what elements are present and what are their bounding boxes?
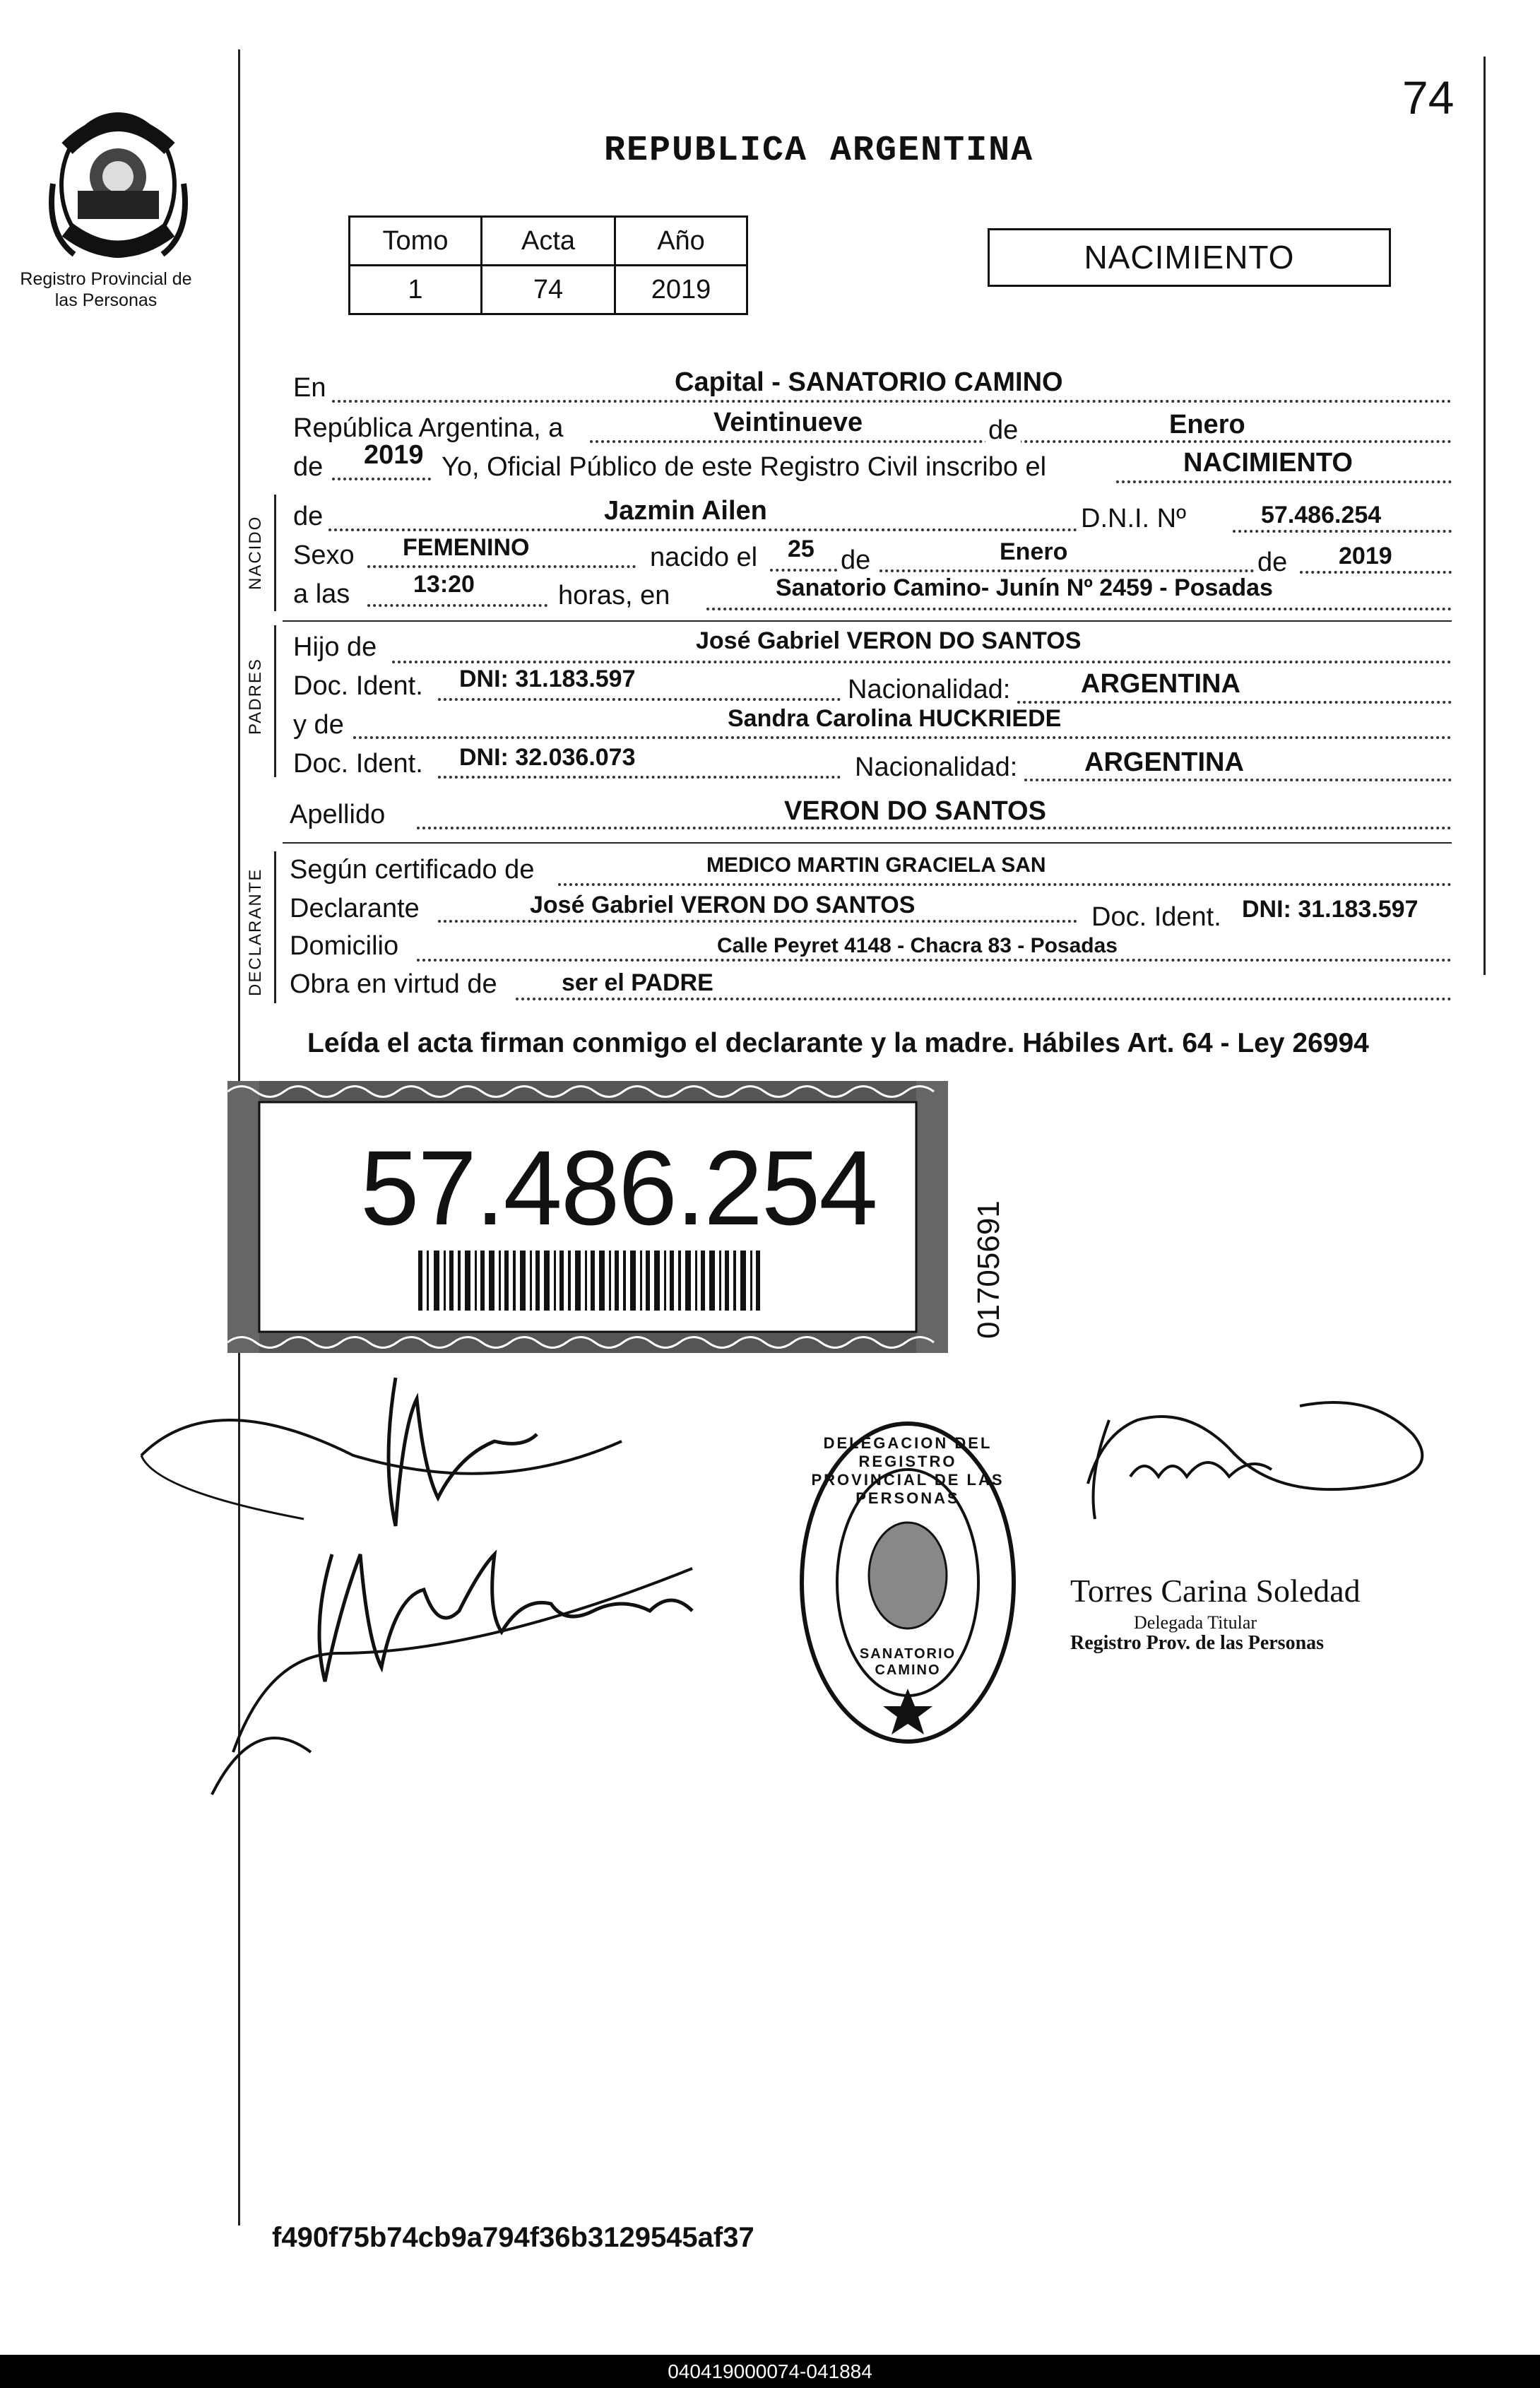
label-de2: de [293,452,324,482]
value-birth-time: 13:20 [413,571,475,598]
section-bar-nacido [274,495,276,611]
table-value-tomo: 1 [350,266,482,314]
record-table [348,215,748,315]
dotted-line [1300,571,1452,574]
dotted-line [392,661,1452,663]
value-declarant-doc: DNI: 31.183.597 [1242,896,1418,923]
label-de4: de [1257,548,1288,577]
dotted-line [706,608,1452,610]
dotted-line [332,400,1452,403]
section-bar-declarante [274,851,276,1003]
label-nacionalidad-mother: Nacionalidad: [855,752,1018,782]
value-mother-name: Sandra Carolina HUCKRIEDE [728,705,1062,732]
seal-inner-text: SANATORIO CAMINO [859,1646,956,1678]
value-birth-month: Enero [1000,538,1068,565]
section-label-declarante: DECLARANTE [246,868,265,996]
table-value-anio: 2019 [615,266,747,314]
label-dni: D.N.I. Nº [1081,504,1186,533]
value-father-doc: DNI: 31.183.597 [459,666,636,692]
label-hijo-de: Hijo de [293,632,377,662]
document-type-box: NACIMIENTO [988,228,1391,287]
dotted-line [328,528,1077,531]
value-declarant-name: José Gabriel VERON DO SANTOS [530,892,916,918]
value-child-name: Jazmin Ailen [604,496,767,526]
value-father-nationality: ARGENTINA [1081,669,1240,699]
label-declarante: Declarante [290,894,420,923]
value-birth-place: Sanatorio Camino- Junín Nº 2459 - Posadas [776,574,1273,601]
value-certificate: MEDICO MARTIN GRACIELA SAN [706,853,1046,877]
dotted-line [417,959,1452,962]
value-father-name: José Gabriel VERON DO SANTOS [696,627,1082,654]
dotted-line [438,698,841,701]
label-nacionalidad-father: Nacionalidad: [848,675,1011,704]
dotted-line [353,736,1452,739]
value-mother-nationality: ARGENTINA [1084,747,1244,777]
value-birth-day: 25 [788,536,815,562]
dotted-line [438,920,1077,923]
value-mother-doc: DNI: 32.036.073 [459,744,636,771]
section-divider [283,842,1452,844]
table-value-acta: 74 [482,266,615,314]
seal-outer-text: DELEGACION DEL REGISTRO PROVINCIAL DE LAS PERSONAS [811,1434,1005,1507]
dotted-line [367,604,547,607]
document-hash: f490f75b74cb9a794f36b3129545af37 [272,2222,754,2253]
value-sex: FEMENINO [403,534,530,561]
misiones-coat-of-arms-icon [39,106,198,265]
value-child-dni: 57.486.254 [1261,502,1382,528]
label-de: de [985,415,1021,446]
section-label-padres: PADRES [246,658,265,735]
label-y-de: y de [293,710,344,740]
official-role: Delegada Titular [1134,1612,1257,1633]
value-place: Capital - SANATORIO CAMINO [675,367,1063,397]
dotted-line [1024,779,1452,781]
value-event: NACIMIENTO [1183,448,1353,478]
dotted-line [770,569,837,572]
country-title: REPUBLICA ARGENTINA [604,131,1034,171]
official-name: Torres Carina Soledad [1070,1573,1361,1609]
table-header-tomo: Tomo [350,217,482,266]
label-nacido-el: nacido el [650,543,758,572]
label-doc-ident-declarant: Doc. Ident. [1091,902,1221,932]
label-nacido-de: de [293,502,324,531]
section-bar-padres [274,625,276,777]
section-label-nacido: NACIDO [246,515,265,590]
label-apellido: Apellido [290,800,386,829]
value-capacity: ser el PADRE [562,969,713,996]
label-en: En [293,373,326,403]
dotted-line [332,478,431,480]
label-doc-ident-mother: Doc. Ident. [293,749,423,779]
dotted-line [1233,530,1452,533]
dotted-line [417,827,1452,829]
label-doc-ident-father: Doc. Ident. [293,671,423,701]
page-number: 74 [1402,71,1455,124]
value-day-words: Veintinueve [713,408,863,437]
label-domicilio: Domicilio [290,931,399,961]
dni-large-number: 57.486.254 [360,1128,877,1247]
value-birth-year: 2019 [1339,543,1392,569]
closing-statement: Leída el acta firman conmigo el declarante y la madre. Hábiles Art. 64 - Ley 26994 [307,1028,1369,1058]
value-year: 2019 [364,440,424,470]
label-a-las: a las [293,579,350,609]
official-org: Registro Prov. de las Personas [1070,1632,1325,1654]
dotted-line [1017,701,1452,704]
label-inscribo: Yo, Oficial Público de este Registro Civil inscribo el [442,452,1047,482]
table-header-acta: Acta [482,217,615,266]
label-segun: Según certificado de [290,855,535,885]
label-de3: de [841,545,871,575]
label-horas: horas, en [558,581,670,610]
dotted-line [516,998,1452,1000]
value-address: Calle Peyret 4148 - Chacra 83 - Posadas [717,934,1118,957]
label-obra: Obra en virtud de [290,969,497,999]
table-header-anio: Año [615,217,747,266]
declarant-signature-icon [127,1356,763,1823]
dotted-line [438,776,841,779]
dotted-line [558,883,1452,886]
dni-serial-number: 01705691 [971,1200,1006,1339]
registry-label: Registro Provincial de las Personas [20,269,192,310]
value-surname: VERON DO SANTOS [784,796,1046,826]
official-signature-icon [1046,1378,1441,1561]
right-margin-line [1483,57,1486,975]
section-divider [283,620,1452,622]
label-republica: República Argentina, a [293,413,564,443]
dotted-line [1116,480,1452,483]
dotted-line [879,569,1254,572]
dotted-line [367,565,636,568]
footer-document-id: 040419000074-041884 [668,2360,872,2382]
value-month: Enero [1169,410,1245,439]
label-sexo: Sexo [293,540,355,570]
